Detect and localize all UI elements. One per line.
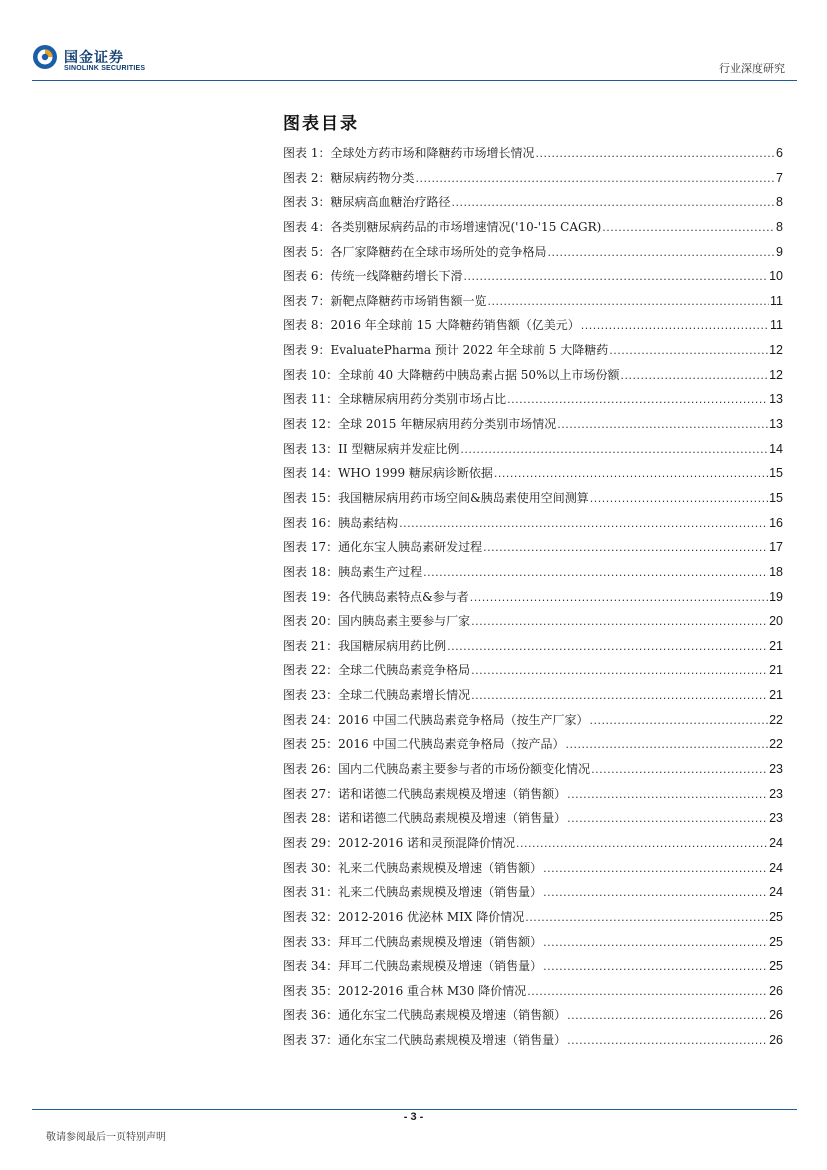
toc-entry-label: 图表 1：全球处方药市场和降糖药市场增长情况 <box>283 146 535 160</box>
toc-entry[interactable] <box>283 930 783 955</box>
toc-entry-page: 11 <box>770 318 783 333</box>
toc-entry[interactable] <box>283 511 783 536</box>
toc-entry-label: 图表 4：各类别糖尿病药品的市场增速情况('10-'15 CAGR) <box>283 219 602 234</box>
toc-entry-label: 图表 5：各厂家降糖药在全球市场所处的竞争格局 <box>283 244 547 259</box>
toc-entry[interactable] <box>283 905 783 930</box>
toc-dot-leader <box>471 610 768 634</box>
toc-dot-leader <box>547 241 775 265</box>
toc-entry[interactable] <box>283 856 783 881</box>
toc-entry-label: 图表 23：全球二代胰岛素增长情况 <box>283 688 471 703</box>
toc-dot-leader <box>507 388 768 412</box>
toc-entry-page: 24 <box>769 885 783 900</box>
toc-entry[interactable] <box>283 387 783 412</box>
toc-entry-label: 图表 22：全球二代胰岛素竞争格局 <box>283 663 471 678</box>
toc-entry-label: 图表 15：我国糖尿病用药市场空间&胰岛素使用空间测算 <box>283 490 589 505</box>
toc-entry-page: 25 <box>769 959 783 974</box>
toc-entry-label: 图表 19：各代胰岛素特点&参与者 <box>283 589 469 604</box>
toc-entry[interactable] <box>283 560 783 585</box>
toc-entry[interactable] <box>283 683 783 708</box>
toc-entry-label: 图表 20：国内胰岛素主要参与厂家 <box>283 614 471 629</box>
toc-entry-page: 21 <box>769 638 783 653</box>
toc-title: 图表目录 <box>283 114 359 134</box>
toc-entry-page: 26 <box>769 983 783 998</box>
toc-entry-label: 图表 9：EvaluatePharma 预计 2022 年全球前 5 大降糖药 <box>283 343 609 358</box>
toc-entry-page: 18 <box>769 564 783 579</box>
toc-entry-page: 16 <box>769 515 783 530</box>
toc-entry-page: 19 <box>769 589 783 604</box>
toc-entry-label: 图表 32：2012-2016 优泌林 MIX 降价情况 <box>283 909 525 924</box>
toc-dot-leader <box>589 709 768 733</box>
disclaimer-text: 敬请参阅最后一页特别声明 <box>46 1132 166 1143</box>
toc-dot-leader <box>516 832 768 856</box>
toc-entry-label: 图表 8：2016 年全球前 15 大降糖药销售额（亿美元） <box>283 318 580 333</box>
toc-dot-leader <box>557 413 768 437</box>
toc-entry-page: 17 <box>769 540 783 555</box>
toc-entry-page: 22 <box>769 737 783 752</box>
toc-entry[interactable] <box>283 880 783 905</box>
toc-entry-label: 图表 21：我国糖尿病用药比例 <box>283 638 447 653</box>
toc-entry-page: 13 <box>769 392 783 407</box>
page-number: - 3 - <box>403 1111 424 1123</box>
toc-dot-leader <box>525 906 768 930</box>
toc-entry-page: 23 <box>769 786 783 801</box>
toc-entry-label: 图表 26：国内二代胰岛素主要参与者的市场份额变化情况 <box>283 762 591 777</box>
toc-dot-leader <box>535 142 775 166</box>
toc-entry[interactable] <box>283 289 783 314</box>
toc-entry-label: 图表 25：2016 中国二代胰岛素竞争格局（按产品） <box>283 737 565 752</box>
toc-entry[interactable] <box>283 166 783 191</box>
toc-dot-leader <box>471 659 768 683</box>
toc-entry-page: 8 <box>776 219 783 234</box>
toc-dot-leader <box>543 881 768 905</box>
toc-entry[interactable] <box>283 708 783 733</box>
toc-entry-page: 10 <box>769 269 783 284</box>
toc-dot-leader <box>527 980 768 1004</box>
toc-dot-leader <box>415 167 775 191</box>
toc-entry[interactable] <box>283 461 783 486</box>
toc-entry-label: 图表 12：全球 2015 年糖尿病用药分类别市场情况 <box>283 417 557 432</box>
toc-entry-label: 图表 24：2016 中国二代胰岛素竞争格局（按生产厂家） <box>283 712 589 727</box>
toc-entry-page: 23 <box>769 811 783 826</box>
page-header <box>0 0 827 82</box>
toc-entry-page: 6 <box>776 146 783 160</box>
toc-entry-label: 图表 27：诺和诺德二代胰岛素规模及增速（销售额） <box>283 786 567 801</box>
toc-entry-label: 图表 29：2012-2016 诺和灵预混降价情况 <box>283 835 516 850</box>
toc-dot-leader <box>423 561 768 585</box>
toc-entry-label: 图表 34：拜耳二代胰岛素规模及增速（销售量） <box>283 959 543 974</box>
toc-dot-leader <box>591 758 768 782</box>
toc-entry[interactable] <box>283 585 783 610</box>
toc-entry-label: 图表 6：传统一线降糖药增长下滑 <box>283 269 463 284</box>
toc-entry[interactable] <box>283 535 783 560</box>
toc-entry[interactable] <box>283 313 783 338</box>
toc-entry-page: 7 <box>776 170 783 185</box>
toc-dot-leader <box>565 733 768 757</box>
toc-entry[interactable] <box>283 954 783 979</box>
toc-entry-page: 26 <box>769 1033 783 1048</box>
toc-entry[interactable] <box>283 1003 783 1028</box>
toc-entry[interactable] <box>283 757 783 782</box>
toc-entry-label: 图表 2：糖尿病药物分类 <box>283 170 415 185</box>
toc-dot-leader <box>567 807 768 831</box>
toc-entry-page: 14 <box>769 441 783 456</box>
toc-entry-page: 11 <box>770 293 783 308</box>
toc-entry-label: 图表 7：新靶点降糖药市场销售额一览 <box>283 293 487 308</box>
toc-entry[interactable] <box>283 190 783 215</box>
toc-dot-leader <box>567 783 768 807</box>
toc-entry-page: 13 <box>769 417 783 432</box>
toc-entry[interactable] <box>283 437 783 462</box>
toc-dot-leader <box>543 857 768 881</box>
toc-dot-leader <box>602 216 775 240</box>
toc-entry-label: 图表 10：全球前 40 大降糖药中胰岛素占据 50%以上市场份额 <box>283 367 620 382</box>
toc-entry-label: 图表 33：拜耳二代胰岛素规模及增速（销售额） <box>283 934 543 949</box>
toc-dot-leader <box>399 512 768 536</box>
toc-entry-label: 图表 36：通化东宝二代胰岛素规模及增速（销售额） <box>283 1008 567 1023</box>
toc-dot-leader <box>471 684 768 708</box>
report-type-label: 行业深度研究 <box>719 62 785 75</box>
toc-entry-label: 图表 13：II 型糖尿病并发症比例 <box>283 441 460 456</box>
toc-entry-label: 图表 14：WHO 1999 糖尿病诊断依据 <box>283 466 493 481</box>
toc-entry-page: 21 <box>769 663 783 678</box>
toc-entry[interactable] <box>283 363 783 388</box>
toc-entry-label: 图表 17：通化东宝人胰岛素研发过程 <box>283 540 483 555</box>
toc-entry-page: 20 <box>769 614 783 629</box>
toc-entry-page: 22 <box>769 712 783 727</box>
toc-entry-label: 图表 30：礼来二代胰岛素规模及增速（销售额） <box>283 860 543 875</box>
toc-entry-label: 图表 37：通化东宝二代胰岛素规模及增速（销售量） <box>283 1033 567 1048</box>
toc-entry-page: 21 <box>769 688 783 703</box>
toc-entry-page: 12 <box>769 367 783 382</box>
toc-dot-leader <box>543 931 768 955</box>
sinolink-logo-icon <box>32 44 58 70</box>
toc-dot-leader <box>543 955 768 979</box>
toc-entry-page: 25 <box>769 934 783 949</box>
toc-entry[interactable] <box>283 486 783 511</box>
toc-entry[interactable] <box>283 240 783 265</box>
footer-divider <box>32 1109 797 1110</box>
company-logo <box>32 44 182 78</box>
toc-dot-leader <box>581 314 769 338</box>
toc-dot-leader <box>494 462 768 486</box>
toc-entry[interactable] <box>283 215 783 240</box>
toc-dot-leader <box>567 1029 768 1053</box>
toc-entry[interactable] <box>283 806 783 831</box>
toc-dot-leader <box>487 290 769 314</box>
logo-chinese-name: 国金证券 <box>64 50 124 66</box>
toc-entry[interactable] <box>283 658 783 683</box>
toc-entry-page: 15 <box>769 490 783 505</box>
toc-entry-label: 图表 11：全球糖尿病用药分类别市场占比 <box>283 392 507 407</box>
toc-entry[interactable] <box>283 634 783 659</box>
toc-entry-page: 8 <box>776 195 783 210</box>
toc-entry[interactable] <box>283 831 783 856</box>
toc-entry-page: 25 <box>769 909 783 924</box>
toc-dot-leader <box>483 536 768 560</box>
toc-entry[interactable] <box>283 141 783 166</box>
toc-entry-label: 图表 28：诺和诺德二代胰岛素规模及增速（销售量） <box>283 811 567 826</box>
toc-entry-page: 9 <box>776 244 783 259</box>
toc-entry-page: 15 <box>769 466 783 481</box>
toc-entry[interactable] <box>283 979 783 1004</box>
toc-entry-label: 图表 18：胰岛素生产过程 <box>283 564 423 579</box>
toc-dot-leader <box>463 265 768 289</box>
toc-entry-page: 24 <box>769 835 783 850</box>
toc-entry[interactable] <box>283 1028 783 1053</box>
toc-entry-page: 24 <box>769 860 783 875</box>
toc-dot-leader <box>470 586 768 610</box>
toc-dot-leader <box>590 487 768 511</box>
chart-table-of-contents <box>283 141 783 1053</box>
toc-entry-page: 23 <box>769 762 783 777</box>
toc-dot-leader <box>609 339 768 363</box>
toc-entry-label: 图表 31：礼来二代胰岛素规模及增速（销售量） <box>283 885 543 900</box>
toc-dot-leader <box>447 635 768 659</box>
toc-dot-leader <box>567 1004 768 1028</box>
toc-entry-label: 图表 35：2012-2016 重合林 M30 降价情况 <box>283 983 527 998</box>
toc-dot-leader <box>460 438 768 462</box>
logo-english-name: SINOLINK SECURITIES <box>64 65 146 72</box>
toc-entry[interactable] <box>283 338 783 363</box>
toc-entry-label: 图表 16：胰岛素结构 <box>283 515 399 530</box>
header-divider <box>32 80 797 81</box>
toc-entry-page: 12 <box>769 343 783 358</box>
toc-entry-page: 26 <box>769 1008 783 1023</box>
toc-entry[interactable] <box>283 264 783 289</box>
toc-entry[interactable] <box>283 412 783 437</box>
toc-dot-leader <box>451 191 775 215</box>
toc-entry-label: 图表 3：糖尿病高血糖治疗路径 <box>283 195 451 210</box>
toc-entry[interactable] <box>283 609 783 634</box>
toc-entry[interactable] <box>283 732 783 757</box>
toc-dot-leader <box>620 364 768 388</box>
toc-entry[interactable] <box>283 782 783 807</box>
